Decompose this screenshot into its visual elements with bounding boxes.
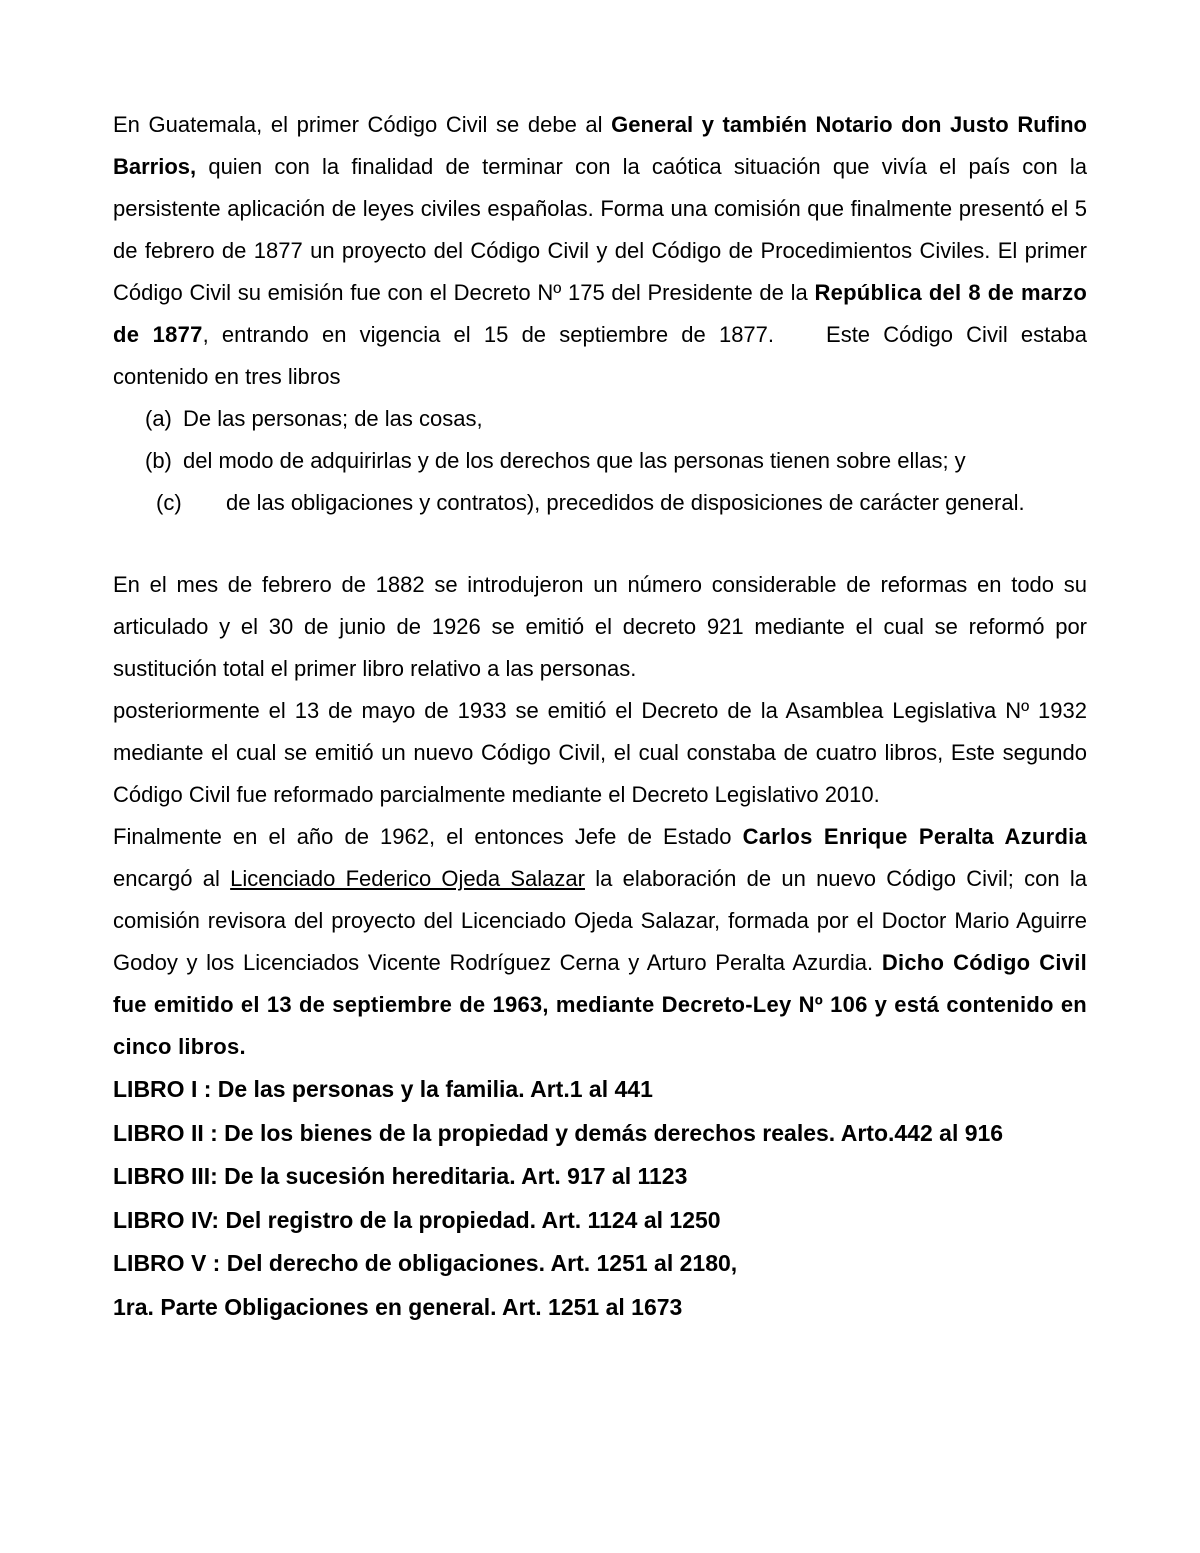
books-list (113, 398, 1087, 524)
list-item-text: de las obligaciones y contratos), precedidos de disposiciones de carácter general. (226, 490, 1025, 515)
libro-text: LIBRO IV: Del registro de la propiedad. Art. 1124 al 1250 (113, 1206, 721, 1233)
list-marker: (c) (156, 490, 182, 515)
bold-decreto-ley-106: Dicho Código Civil fue emitido el 13 de septiembre de 1963, mediante Decreto-Ley Nº 106 y está contenido en cinco libros. (113, 950, 1087, 1059)
libro-line (113, 1112, 1087, 1156)
text-span: Finalmente en el año de 1962, el entonces Jefe de Estado (113, 824, 743, 849)
bold-justo-rufino-barrios: General y también Notario don Justo Rufino Barrios, (113, 112, 1087, 179)
bold-carlos-peralta: Carlos Enrique Peralta Azurdia (742, 824, 1087, 849)
paragraph-1882-reforms: En el mes de febrero de 1882 se introdujeron un número considerable de reformas en todo su articulado y el 30 de junio de 1926 se emitió el decreto 921 mediante el cual se reformó por sustitución total el primer libro relativo a las personas. (113, 572, 1087, 681)
blank-line (113, 524, 1087, 564)
list-item (113, 482, 1087, 524)
parte-text: Obligaciones en general. Art. 1251 al 1673 (217, 1293, 683, 1320)
libro-line (113, 1068, 1087, 1112)
libro-line (113, 1242, 1087, 1286)
paragraph-1933-code: posteriormente el 13 de mayo de 1933 se emitió el Decreto de la Asamblea Legislativa Nº 1932 mediante el cual se emitió un nuevo Código Civil, el cual constaba de cuatro libros, Este segundo Código Civil fue reformado parcialmente mediante el Decreto Legislativo 2010. (113, 698, 1087, 807)
text-span: encargó al (113, 866, 231, 891)
paragraph-1963-code (113, 816, 1087, 1068)
list-item (113, 398, 1087, 440)
list-marker: (a) (145, 406, 172, 431)
libro-text: LIBRO I : De las personas y la familia. Art.1 al 441 (113, 1076, 653, 1102)
paragraph-first-civil-code (113, 104, 1087, 398)
document-page (113, 104, 1087, 1329)
libro-text: LIBRO III: De la sucesión hereditaria. Art. 917 al 1123 (113, 1163, 688, 1189)
text-span: , entrando en vigencia el 15 de septiembre de 1877. (202, 322, 775, 347)
underlined-ojeda-salazar: Licenciado Federico Ojeda Salazar (230, 866, 585, 891)
list-marker: (b) (145, 448, 172, 473)
text-span: la elaboración de un nuevo Código Civil; con la comisión revisora del proyecto del Licenciado Ojeda Salazar, formada por el Doctor Mario Aguirre Godoy y los Licenciados Vicente Rodríguez Cerna y Arturo Peralta Azurdia. (113, 866, 1087, 975)
libro-line (113, 1199, 1087, 1243)
text-span: quien con la finalidad de terminar con la caótica situación que vivía el país con la persistente aplicación de leyes civiles españolas. Forma una comisión que finalmente presentó el 5 de febrero de 1877 un proyecto del Código Civil y del Código de Procedimientos Civiles. El primer Código Civil su emisión fue con el Decreto Nº 175 del Presidente de la (113, 154, 1087, 305)
list-item (113, 440, 1087, 482)
bold-republica-date: República del 8 de marzo de 1877 (113, 280, 1088, 347)
list-item-text: De las personas; de las cosas, (183, 406, 483, 431)
parte-line (113, 1286, 1087, 1330)
libro-text: LIBRO V : Del derecho de obligaciones. Art. 1251 al 2180, (113, 1250, 738, 1276)
parte-label: 1ra. Parte (113, 1293, 218, 1320)
text-span: Este Código Civil estaba contenido en tres libros (113, 322, 1087, 389)
libro-text: LIBRO II : De los bienes de la propiedad y demás derechos reales. Arto.442 al 916 (113, 1119, 1004, 1146)
libro-line (113, 1155, 1087, 1199)
list-item-text: del modo de adquirirlas y de los derechos que las personas tienen sobre ellas; y (183, 448, 966, 473)
text-span: En Guatemala, el primer Código Civil se debe al (113, 112, 612, 137)
